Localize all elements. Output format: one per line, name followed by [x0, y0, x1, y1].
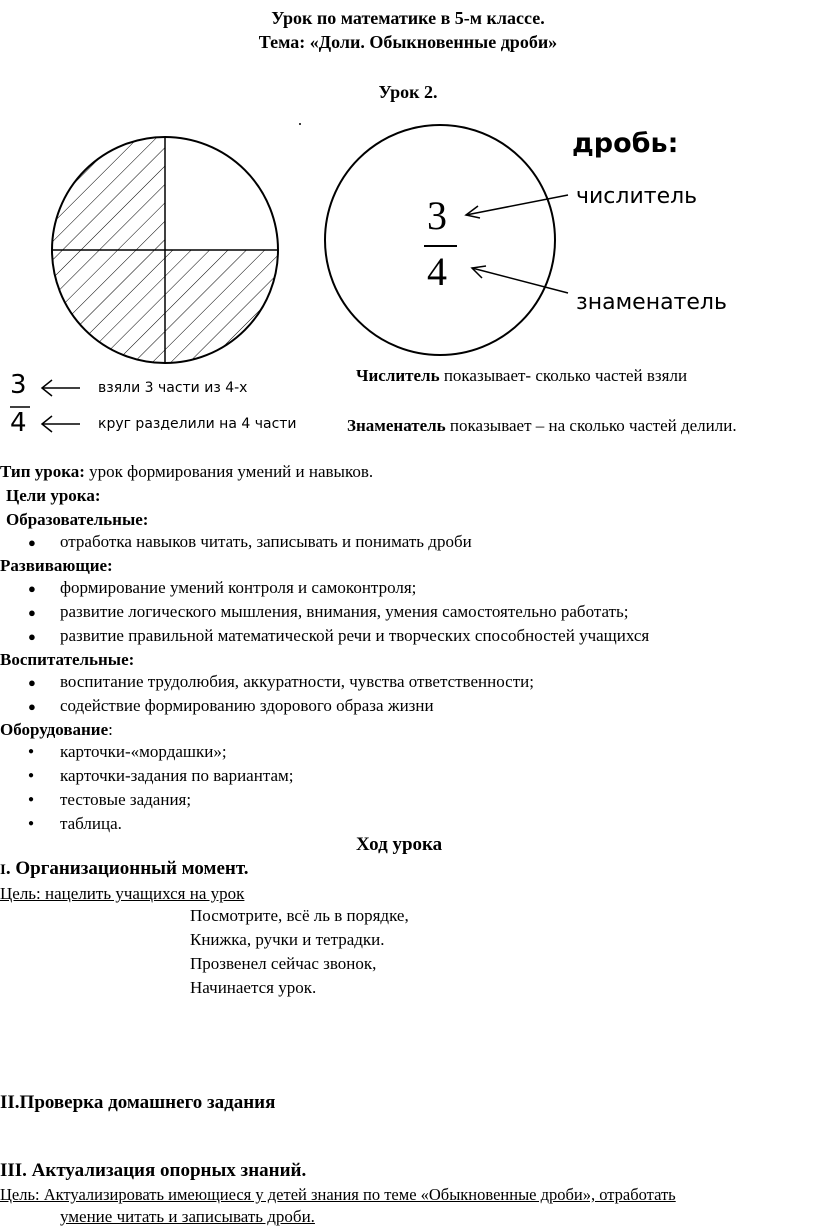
poem-line: Начинается урок.: [190, 978, 317, 997]
bullet-icon: ●: [28, 794, 35, 805]
section2-heading: II.Проверка домашнего задания: [0, 1092, 276, 1113]
section3-goal-line1: Цель: Актуализировать имеющиеся у детей знания по теме «Обыкновенные дроби», отработать: [0, 1185, 676, 1204]
legend-bottom-text: круг разделили на 4 части: [98, 416, 297, 432]
upbringing-item: воспитание трудолюбия, аккуратности, чувства ответственности;: [60, 672, 534, 691]
upbringing-heading: Воспитательные:: [0, 650, 135, 669]
equipment-item: таблица.: [60, 814, 122, 833]
numerator-arrow: [466, 195, 568, 215]
page-title-line1: Урок по математике в 5-м классе.: [271, 8, 545, 28]
lesson-type: [0, 462, 373, 482]
upbringing-item: содействие формированию здорового образа жизни: [60, 696, 434, 715]
numerator-definition: [356, 366, 687, 386]
developing-item: формирование умений контроля и самоконтроля;: [60, 578, 417, 597]
numerator-label: числитель: [576, 184, 698, 209]
section1-numeral: I: [0, 862, 6, 878]
equipment-heading-text: Оборудование: [0, 720, 109, 739]
equipment-item: карточки-«мордашки»;: [60, 742, 227, 761]
equipment-item: тестовые задания;: [60, 790, 192, 809]
lesson-type-label: Тип урока:: [0, 462, 85, 481]
section1-heading: [0, 858, 248, 880]
bullet-icon: ●: [28, 581, 36, 596]
fraction-circle: [325, 125, 555, 355]
fraction-title: дробь:: [572, 128, 679, 159]
lesson-number: Урок 2.: [378, 82, 438, 102]
denominator-digit: 4: [427, 249, 447, 294]
developing-item: развитие правильной математической речи и творческих способностей учащихся: [60, 626, 650, 645]
poem-line: Книжка, ручки и тетрадки.: [190, 930, 385, 949]
denominator-arrow: [472, 268, 568, 293]
denominator-term: Знаменатель: [347, 416, 446, 435]
denominator-text: показывает – на сколько частей делили.: [445, 416, 737, 435]
bullet-icon: ●: [28, 605, 36, 620]
bullet-icon: ●: [28, 818, 35, 829]
legend-digit-4: 4: [10, 408, 27, 438]
goals-heading: Цели урока:: [6, 486, 101, 505]
bullet-icon: ●: [28, 675, 36, 690]
numerator-text: показывает- сколько частей взяли: [439, 366, 688, 385]
bullet-icon: ●: [28, 746, 35, 757]
denominator-label: знаменатель: [576, 290, 727, 315]
developing-item: развитие логического мышления, внимания, умения самостоятельно работать;: [60, 602, 629, 621]
equipment-heading: [0, 720, 113, 740]
bullet-icon: ●: [28, 629, 36, 644]
section3-goal-line2: умение читать и записывать дроби.: [60, 1207, 315, 1226]
poem-line: Посмотрите, всё ль в порядке,: [190, 906, 409, 925]
legend-top-text: взяли 3 части из 4-х: [98, 380, 248, 396]
poem-line: Прозвенел сейчас звонок,: [190, 954, 377, 973]
bullet-icon: ●: [28, 770, 35, 781]
numerator-digit: 3: [427, 193, 447, 238]
bullet-icon: ●: [28, 535, 36, 550]
equipment-colon: :: [108, 720, 113, 739]
educational-heading: Образовательные:: [6, 510, 149, 529]
section3-heading: III. Актуализация опорных знаний.: [0, 1160, 307, 1181]
equipment-item: карточки-задания по вариантам;: [60, 766, 294, 785]
section1-title: . Организационный момент.: [5, 858, 249, 879]
bullet-icon: ●: [28, 699, 36, 714]
educational-item: отработка навыков читать, записывать и понимать дроби: [60, 532, 472, 551]
section1-goal: Цель: нацелить учащихся на урок: [0, 884, 245, 903]
lesson-type-value: урок формирования умений и навыков.: [84, 462, 374, 481]
numerator-term: Числитель: [356, 366, 440, 385]
legend-digit-3: 3: [10, 370, 27, 400]
course-heading: Ход урока: [356, 834, 443, 855]
developing-heading: Развивающие:: [0, 556, 113, 575]
page-title-line2: Тема: «Доли. Обыкновенные дроби»: [258, 32, 558, 52]
denominator-definition: [347, 416, 737, 436]
